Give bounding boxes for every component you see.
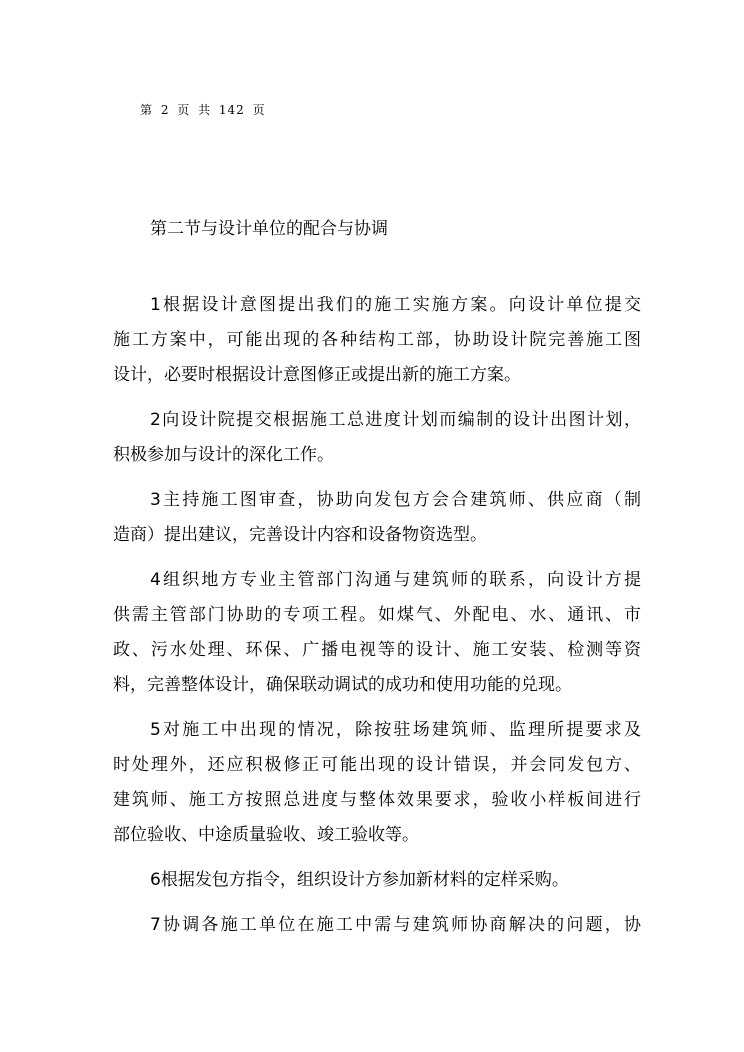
paragraph (113, 403, 641, 473)
paragraph (113, 908, 641, 943)
paragraph-line: 供需主管部门协助的专项工程。如煤气、外配电、水、通讯、市 (113, 605, 641, 625)
page-indicator: 第 2 页 共 142 页 (140, 103, 266, 117)
paragraph-line: 造商）提出建议，完善设计内容和设备物资选型。 (113, 525, 487, 545)
paragraph-line: 时处理外，还应积极修正可能出现的设计错误，并会同发包方、 (113, 755, 641, 775)
paragraph (113, 563, 641, 703)
paragraph (113, 863, 641, 898)
paragraph-line: 6根据发包方指令，组织设计方参加新材料的定样采购。 (150, 870, 569, 890)
paragraph-line: 4组织地方专业主管部门沟通与建筑师的联系，向设计方提 (150, 570, 641, 590)
paragraph-line: 部位验收、中途质量验收、竣工验收等。 (113, 825, 419, 845)
paragraph-line: 3主持施工图审查，协助向发包方会合建筑师、供应商（制 (150, 490, 641, 510)
paragraph (113, 713, 641, 853)
paragraph-line: 料，完善整体设计，确保联动调试的成功和使用功能的兑现。 (113, 675, 572, 695)
paragraph-line: 5对施工中出现的情况，除按驻场建筑师、监理所提要求及 (150, 720, 641, 740)
document-body (113, 288, 641, 953)
paragraph-line: 2向设计院提交根据施工总进度计划而编制的设计出图计划， (150, 410, 641, 430)
paragraph-line: 设计，必要时根据设计意图修正或提出新的施工方案。 (113, 365, 521, 385)
paragraph-line: 7协调各施工单位在施工中需与建筑师协商解决的问题，协 (150, 915, 641, 935)
paragraph-line: 建筑师、施工方按照总进度与整体效果要求，验收小样板间进行 (113, 790, 641, 810)
paragraph-line: 政、污水处理、环保、广播电视等的设计、施工安装、检测等资 (113, 640, 641, 660)
section-title: 第二节与设计单位的配合与协调 (150, 219, 388, 239)
paragraph-line: 1根据设计意图提出我们的施工实施方案。向设计单位提交 (150, 295, 641, 315)
paragraph-line: 施工方案中，可能出现的各种结构工部，协助设计院完善施工图 (113, 330, 641, 350)
paragraph (113, 483, 641, 553)
paragraph (113, 288, 641, 393)
paragraph-line: 积极参加与设计的深化工作。 (113, 445, 334, 465)
